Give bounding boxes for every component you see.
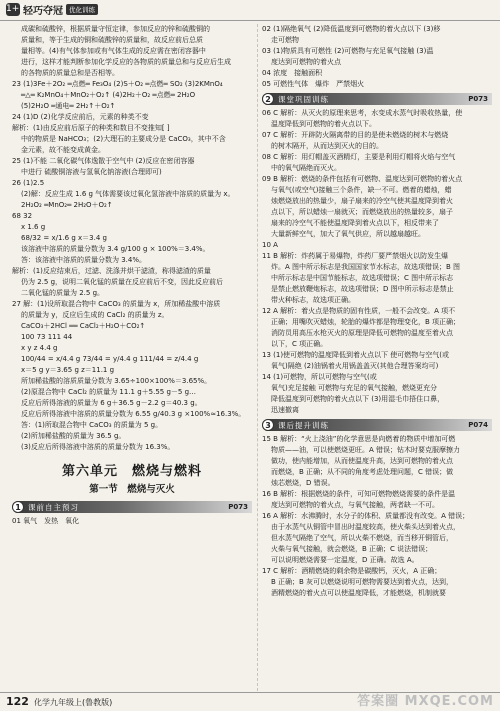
- answer-line: B 正确；B 灰可以燃烧说明可燃物需要达到着火点，达到，: [271, 578, 454, 586]
- answer-line: 23 (1)3Fe＋2O₂ ═点燃═ Fe₃O₄ (2)S＋O₂ ═点燃═ SO₂ (3)2KMnO₄: [12, 80, 223, 88]
- answer-line: 走可燃物: [271, 36, 299, 44]
- answer-line: 该溶液中溶质的质量分数为 3.4 g/100 g × 100%＝3.4%。: [21, 245, 210, 253]
- right-column: [262, 24, 492, 691]
- answer-line: 解析：(1)由反应前后原子的种类和数目不变推知[ ]: [12, 124, 170, 132]
- answer-line: 16 B 解析：根据燃烧的条件，可知可燃物燃烧需要的条件是温: [262, 490, 456, 498]
- answer-line: 的各物质的质量总和是否相等。: [21, 69, 119, 77]
- answer-line: (5)2H₂O ═通电═ 2H₂↑＋O₂↑: [21, 102, 116, 110]
- answer-line: 进行，这样才能判断参加化学反应的各物质的质量总和与反应后生成: [21, 58, 231, 66]
- preview-answers-continued: [262, 24, 492, 90]
- answer-line: (3)反应后所得溶液中溶质的质量分数为 16.3%。: [21, 443, 175, 451]
- answer-line: 大量新鲜空气，加大了氧气供应，所以越扇越旺。: [271, 230, 425, 238]
- homework-answers: [262, 434, 492, 599]
- preview-banner: [12, 501, 252, 513]
- answer-line: 二氧化锰的质量为 2.5 g。: [21, 289, 105, 297]
- answer-line: 量相等。(4)有气体参加或有气体生成的反应需在密闭容器中: [21, 47, 206, 55]
- answer-line: 15 B 解析：“火上浇油”的化学意思是向燃着的物质中增加可燃: [262, 435, 456, 443]
- answer-line: 中的氧气隔绝而灭火。: [271, 164, 341, 172]
- banner-number: 2: [262, 93, 274, 105]
- answer-line: 温度降低到可燃物的着火点以下。: [271, 120, 376, 128]
- answer-line: 降低温度到可燃物的着火点以下 (3)用湿毛巾捂住口鼻，: [271, 395, 445, 403]
- answer-line: x y z 4.4 g: [21, 344, 58, 352]
- left-column: [12, 24, 252, 691]
- answer-line: 25 (1)不能 二氧化碳气体逸散于空气中 (2)反应在密闭容器: [12, 157, 195, 165]
- answer-line: 14 (1)可燃物，所以可燃物与空气(或: [262, 373, 377, 381]
- banner-page-ref: P074: [468, 420, 488, 429]
- answer-line: 的树木隔开，从而达到灭火的目的。: [271, 142, 383, 150]
- answer-line: 24 (1)D (2)化学反应前后，元素的种类不变: [12, 113, 149, 121]
- answer-line: 中进行 硫酸铜溶液与氢氧化钠溶液(合理即可): [21, 168, 162, 176]
- brand-logo: [6, 3, 114, 16]
- answer-line: 09 B 解析：燃烧的条件包括有可燃物、温度达到可燃物的着火点: [262, 175, 463, 183]
- answer-line: 度达到可燃物的着火点，与氧气接触，两者缺一不可。: [271, 501, 439, 509]
- answer-line: 10 A: [262, 241, 278, 249]
- banner-page-ref: P073: [228, 502, 248, 511]
- answer-line: 中所示标志是中国节能标志，故选项错误；C 图中所示标志: [271, 274, 454, 282]
- answer-line: (2)原混合物中 CaCl₂ 的质量为 11.1 g＋5.55 g－5 g…: [21, 388, 197, 396]
- answer-line: 27 解：(1)设所取混合物中 CaCO₃ 的质量为 x，所加稀盐酸中溶质: [12, 300, 221, 308]
- answer-line: 26 (1)2.5: [12, 179, 45, 187]
- logo-subtitle: 优化训练: [66, 4, 98, 15]
- answer-line: (2)解：反应生成 1.6 g 气体需要该过氧化氢溶液中溶质的质量为 x。: [21, 190, 235, 198]
- answer-line: 2H₂O₂ ═MnO₂═ 2H₂O＋O₂↑: [21, 201, 113, 209]
- banner-page-ref: P073: [468, 94, 488, 103]
- answer-line: 炸。A 图中所示标志是我国国家节水标志，故选项错误；B 图: [271, 263, 461, 271]
- answer-line: 03 (1)物质具有可燃性 (2)可燃物与充足氧气接触 (3)温: [262, 47, 434, 55]
- page-header: [0, 0, 500, 21]
- answer-line: 以下，C 项正确。: [271, 340, 328, 348]
- answer-line: 火柴与氧气接触，就会燃烧，B 正确；C 说法错误；: [271, 545, 433, 553]
- answer-line: 可以说明燃烧需要一定温度，D 正确。故选 A。: [271, 556, 419, 564]
- answer-line: 01 氧气 发热 氧化: [12, 517, 80, 525]
- left-answer-block: [12, 24, 252, 453]
- answer-line: 13 (1)使可燃物的温度降低到着火点以下 使可燃物与空气(或: [262, 351, 450, 359]
- answer-line: 02 (1)隔绝氧气 (2)降低温度到可燃物的着火点以下 (3)移: [262, 25, 441, 33]
- logo-icon: 1+1: [6, 4, 25, 14]
- answer-line: 做功，使内能增加，从而使温度升高，达到可燃物的着火点: [271, 457, 453, 465]
- answer-line: 68 32: [12, 212, 33, 220]
- answer-line: 04 浓度 接触面积: [262, 69, 323, 77]
- classroom-banner: [262, 93, 492, 105]
- answer-line: 11 B 解析：炸药属于易爆物，炸药厂要严禁烟火以防发生爆: [262, 252, 449, 260]
- banner-number: 1: [12, 501, 24, 513]
- answer-line: x＝5 g y＝3.65 g z＝11.1 g: [21, 366, 115, 374]
- answer-line: 答：(1)所取混合物中 CaCO₃ 的质量为 5 g。: [21, 421, 163, 429]
- answer-line: 17 C 解析：酒精燃烧的剩余物是碳酸钙，灭火，A 正确；: [262, 567, 442, 575]
- answer-line: 08 C 解析：用灯帽盖灭酒精灯，主要是利用灯帽将火焰与空气: [262, 153, 456, 161]
- answer-line: 解析：(1)反应结束后，过滤、洗涤并烘干滤渣，称得滤渣的质量: [12, 267, 211, 275]
- answer-line: 100 73 111 44: [21, 333, 73, 341]
- answer-line: (2)所加稀盐酸的质量为 36.5 g。: [21, 432, 126, 440]
- banner-number: 3: [262, 419, 274, 431]
- answer-line: 仍为 2.5 g，说明二氧化锰的质量在反应前后不变，因此反应前后: [21, 278, 224, 286]
- answer-line: 中的物质是 NaHCO₃；(2)大理石的主要成分是 CaCO₃，其中不含: [21, 135, 226, 143]
- answer-line: 氧气)充足接触 可燃物与充足的氧气接触，燃烧更充分: [271, 384, 437, 392]
- answer-line: 氧气)隔绝 (2)油锅着火用锅盖盖灭(其他合理答案均可): [271, 362, 439, 370]
- answer-line: 消防员用高压水枪灭火的原理是降低可燃物的温度至着火点: [271, 329, 453, 337]
- answer-line: 烛芯燃烧，D 错误。: [271, 479, 335, 487]
- page-number: 122: [6, 695, 29, 708]
- page-footer: [0, 692, 500, 711]
- answer-line: 物质——油，可以使燃烧更旺。A 错误；钻木时要克服摩擦力: [271, 446, 461, 454]
- book-label: 化学九年级上(鲁教版): [34, 698, 113, 707]
- answer-line: 金元素，故不能变成黄金。: [21, 146, 105, 154]
- answer-line: 反应后所得溶液中溶质的质量分数为 6.55 g/40.3 g ×100%≈16.3%。: [21, 410, 246, 418]
- answer-line: 但水蒸气隔绝了空气，所以火柴不燃烧，而当移开铜管后，: [271, 534, 453, 542]
- answer-line: 而燃烧，B 正确；从不同的角度考虑处理问题，C 错误；做: [271, 468, 454, 476]
- banner-label: 课前自主预习: [28, 502, 79, 512]
- answer-line: 酒精燃烧的着火点可以使温度降低，才能燃烧，机制就要: [271, 589, 446, 597]
- answer-line: 07 C 解析：开辟防火隔离带的目的是使未燃烧的树木与燃烧: [262, 131, 449, 139]
- homework-banner: [262, 419, 492, 431]
- classroom-answers: [262, 108, 492, 416]
- answer-line: 12 A 解析：着火点是物质的固有性质，一般不会改变。A 项不: [262, 307, 456, 315]
- answer-line: 点以下，所以蜡烛一扇就灭；而燃烧放出的热量较多，扇子: [271, 208, 453, 216]
- answer-line: 答：该溶液中溶质的质量分数为 3.4%。: [21, 256, 147, 264]
- banner-label: 课堂巩固训练: [278, 94, 329, 104]
- answer-line: 与氧气(或空气)接触三个条件，缺一不可。燃着的蜡烛，蜡: [271, 186, 452, 194]
- answer-line: 的质量为 y，反应后生成的 CaCl₂ 的质量为 z。: [21, 311, 169, 319]
- answer-line: 正确；用嘴吹灭蜡烛，轮胎的爆炸都是物理变化，B 项正确；: [271, 318, 461, 326]
- answer-line: CaCO₃＋2HCl ══ CaCl₂＋H₂O＋CO₂↑: [21, 322, 146, 330]
- answer-line: 06 C 解析：从灭火的原理来思考，水变成水蒸气时吸收热量，使: [262, 109, 463, 117]
- answer-line: x 1.6 g: [21, 223, 46, 231]
- preview-answers: [12, 516, 252, 527]
- banner-label: 课后提升训练: [278, 420, 329, 430]
- answer-line: 成碳和硫酸锌，根据质量守恒定律，参加反应的锌和硫酸铜的: [21, 25, 210, 33]
- answer-line: 度达到可燃物的着火点: [271, 58, 341, 66]
- answer-line: 带火种标志，故选项正确。: [271, 296, 355, 304]
- answer-line: 反应后所得溶液的质量为 6 g＋36.5 g－2.2 g＝40.3 g。: [21, 399, 202, 407]
- answer-line: 所加稀盐酸的溶质质量分数为 3.65÷100×100%＝3.65%。: [21, 377, 212, 385]
- answer-line: 05 可燃性气体 爆炸 严禁烟火: [262, 80, 365, 88]
- answer-line: 扇来的冷空气不能使温度降到着火点以下，相反带来了: [271, 219, 439, 227]
- answer-line: 质量和，等于生成的铜和硫酸锌的质量和，故反应前后总质: [21, 36, 203, 44]
- logo-title: 轻巧夺冠: [23, 6, 63, 17]
- answer-line: ═△═ K₂MnO₄＋MnO₂＋O₂↑ (4)2H₂＋O₂ ═点燃═ 2H₂O: [21, 91, 196, 99]
- section-title: 第一节 燃烧与灭火: [89, 484, 175, 495]
- answer-line: 烛燃烧放出的热量少，扇子扇来的冷空气使其温度降到着火: [271, 197, 453, 205]
- watermark: 答案圈 MXQE.COM: [357, 694, 494, 709]
- answer-line: 68/32 = x/1.6 g x＝3.4 g: [21, 234, 107, 242]
- column-divider: [257, 24, 258, 691]
- answer-line: 迅速撤离: [271, 406, 299, 414]
- unit-title: 第六单元 燃烧与燃料: [61, 464, 202, 479]
- answer-line: 16 A 解析：水沸腾时，水分子的体积、质量都没有改变。A 错误；: [262, 512, 470, 520]
- answer-line: 是禁止燃放鞭炮标志，故选项错误；D 图中所示标志是禁止: [271, 285, 454, 293]
- answer-line: 100/44 = x/4.4 g 73/44 = y/4.4 g 111/44 = z/4.4 g: [21, 355, 199, 363]
- answer-line: 由于水蒸气从铜管中冒出时温度较高，使火柴头达到着火点，: [271, 523, 460, 531]
